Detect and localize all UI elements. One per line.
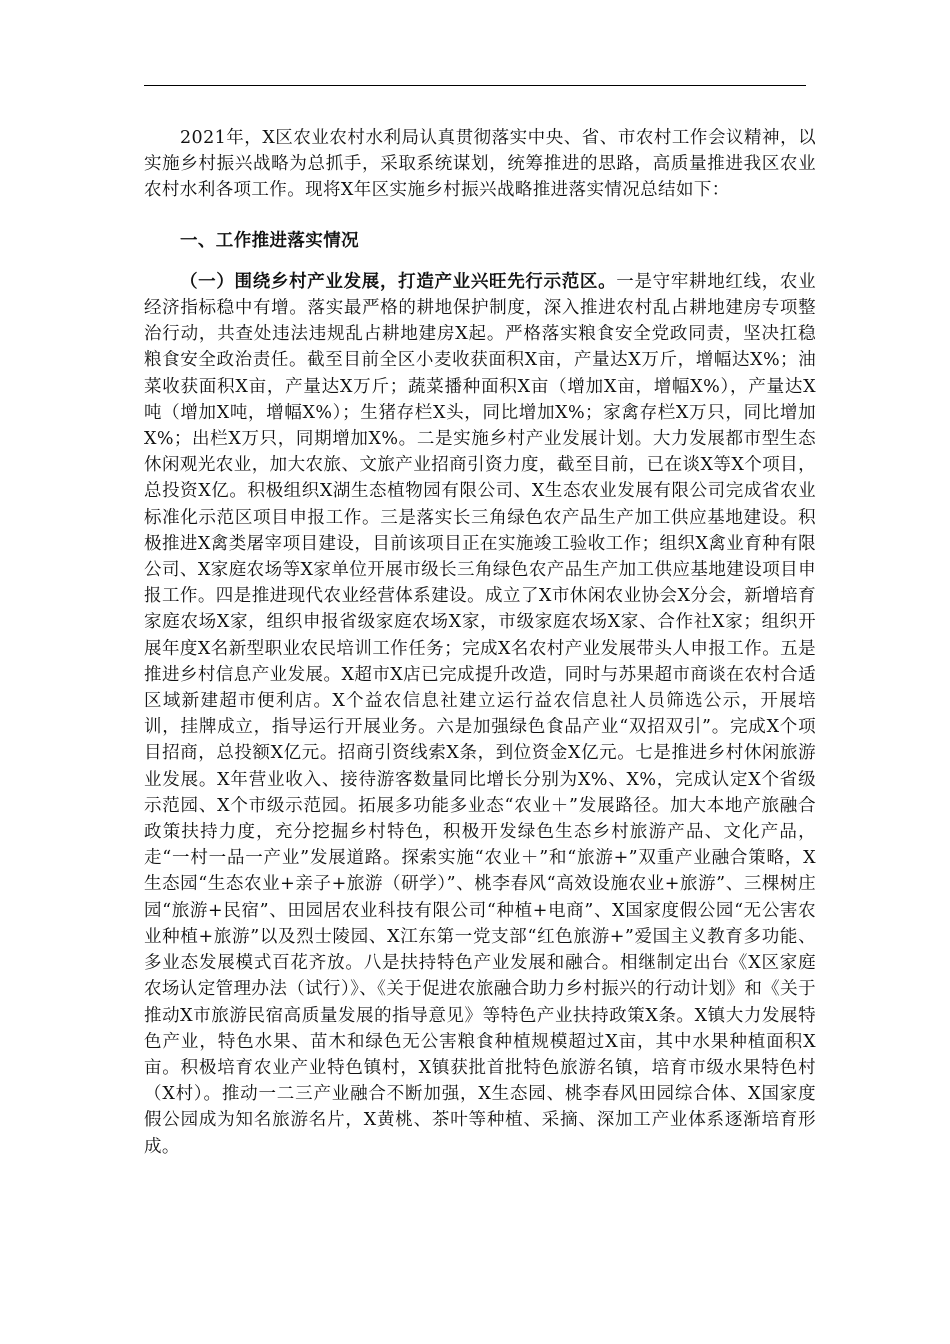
header-rule (144, 85, 806, 86)
subsection-paragraph (144, 269, 816, 1160)
subsection-body: 一是守牢耕地红线，农业经济指标稳中有增。落实最严格的耕地保护制度，深入推进农村乱占耕地建房专项整治行动，共查处违法违规乱占耕地建房X起。严格落实粮食安全党政同责，坚决扛稳粮食安全政治责任。截至目前全区小麦收获面积X亩，产量达X万斤，增幅达X%；油菜收获面积X亩，产量达X万斤；蔬菜播种面积X亩（增加X亩，增幅X%），产量达X吨（增加X吨，增幅X%）；生猪存栏X头，同比增加X%；家禽存栏X万只，同比增加X%；出栏X万只，同期增加X%。二是实施乡村产业发展计划。大力发展都市型生态休闲观光农业，加大农旅、文旅产业招商引资力度，截至目前，已在谈X等X个项目，总投资X亿。积极组织X湖生态植物园有限公司、X生态农业发展有限公司完成省农业标准化示范区项目申报工作。三是落实长三角绿色农产品生产加工供应基地建设。积极推进X禽类屠宰项目建设，目前该项目正在实施竣工验收工作；组织X禽业育种有限公司、X家庭农场等X家单位开展市级长三角绿色农产品生产加工供应基地建设项目申报工作。四是推进现代农业经营体系建设。成立了X市休闲农业协会X分会，新增培育家庭农场X家，组织申报省级家庭农场X家，市级家庭农场X家、合作社X家；组织开展年度X名新型职业农民培训工作任务；完成X名农村产业发展带头人申报工作。五是推进乡村信息产业发展。X超市X店已完成提升改造，同时与苏果超市商谈在农村合适区域新建超市便利店。X个益农信息社建立运行益农信息社人员筛选公示，开展培训，挂牌成立，指导运行开展业务。六是加强绿色食品产业“双招双引”。完成X个项目招商，总投额X亿元。招商引资线索X条，到位资金X亿元。七是推进乡村休闲旅游业发展。X年营业收入、接待游客数量同比增长分别为X%、X%，完成认定X个省级示范园、X个市级示范园。拓展多功能多业态“农业＋”发展路径。加大本地产旅融合政策扶持力度，充分挖掘乡村特色，积极开发绿色生态乡村旅游产品、文化产品，走“一村一品一产业”发展道路。探索实施“农业＋”和“旅游+”双重产业融合策略，X生态园“生态农业+亲子+旅游（研学）”、桃李春风“高效设施农业+旅游”、三棵树庄园“旅游+民宿”、田园居农业科技有限公司“种植+电商”、X国家度假公园“无公害农业种植+旅游”以及烈士陵园、X江东第一党支部“红色旅游+”爱国主义教育多功能、多业态发展模式百花齐放。八是扶持特色产业发展和融合。相继制定出台《X区家庭农场认定管理办法（试行）》、《关于促进农旅融合助力乡村振兴的行动计划》和《关于推动X市旅游民宿高质量发展的指导意见》等特色产业扶持政策X条。X镇大力发展特色产业，特色水果、苗木和绿色无公害粮食种植规模超过X亩，其中水果种植面积X亩。积极培育农业产业特色镇村，X镇获批首批特色旅游名镇，培育市级水果特色村（X村）。推动一二三产业融合不断加强，X生态园、桃李春风田园综合体、X国家度假公园成为知名旅游名片，X黄桃、茶叶等种植、采摘、深加工产业体系逐渐培育形成。 (144, 271, 816, 1157)
document-body (144, 125, 816, 1160)
section-heading: 一、工作推进落实情况 (180, 230, 359, 251)
intro-paragraph: 2021年，X区农业农村水利局认真贯彻落实中央、省、市农村工作会议精神，以实施乡村振兴战略为总抓手，采取系统谋划，统筹推进的思路，高质量推进我区农业农村水利各项工作。现将X年区实施乡村振兴战略推进落实情况总结如下： (144, 128, 816, 201)
subsection-heading: （一）围绕乡村产业发展，打造产业兴旺先行示范区。 (180, 271, 617, 292)
